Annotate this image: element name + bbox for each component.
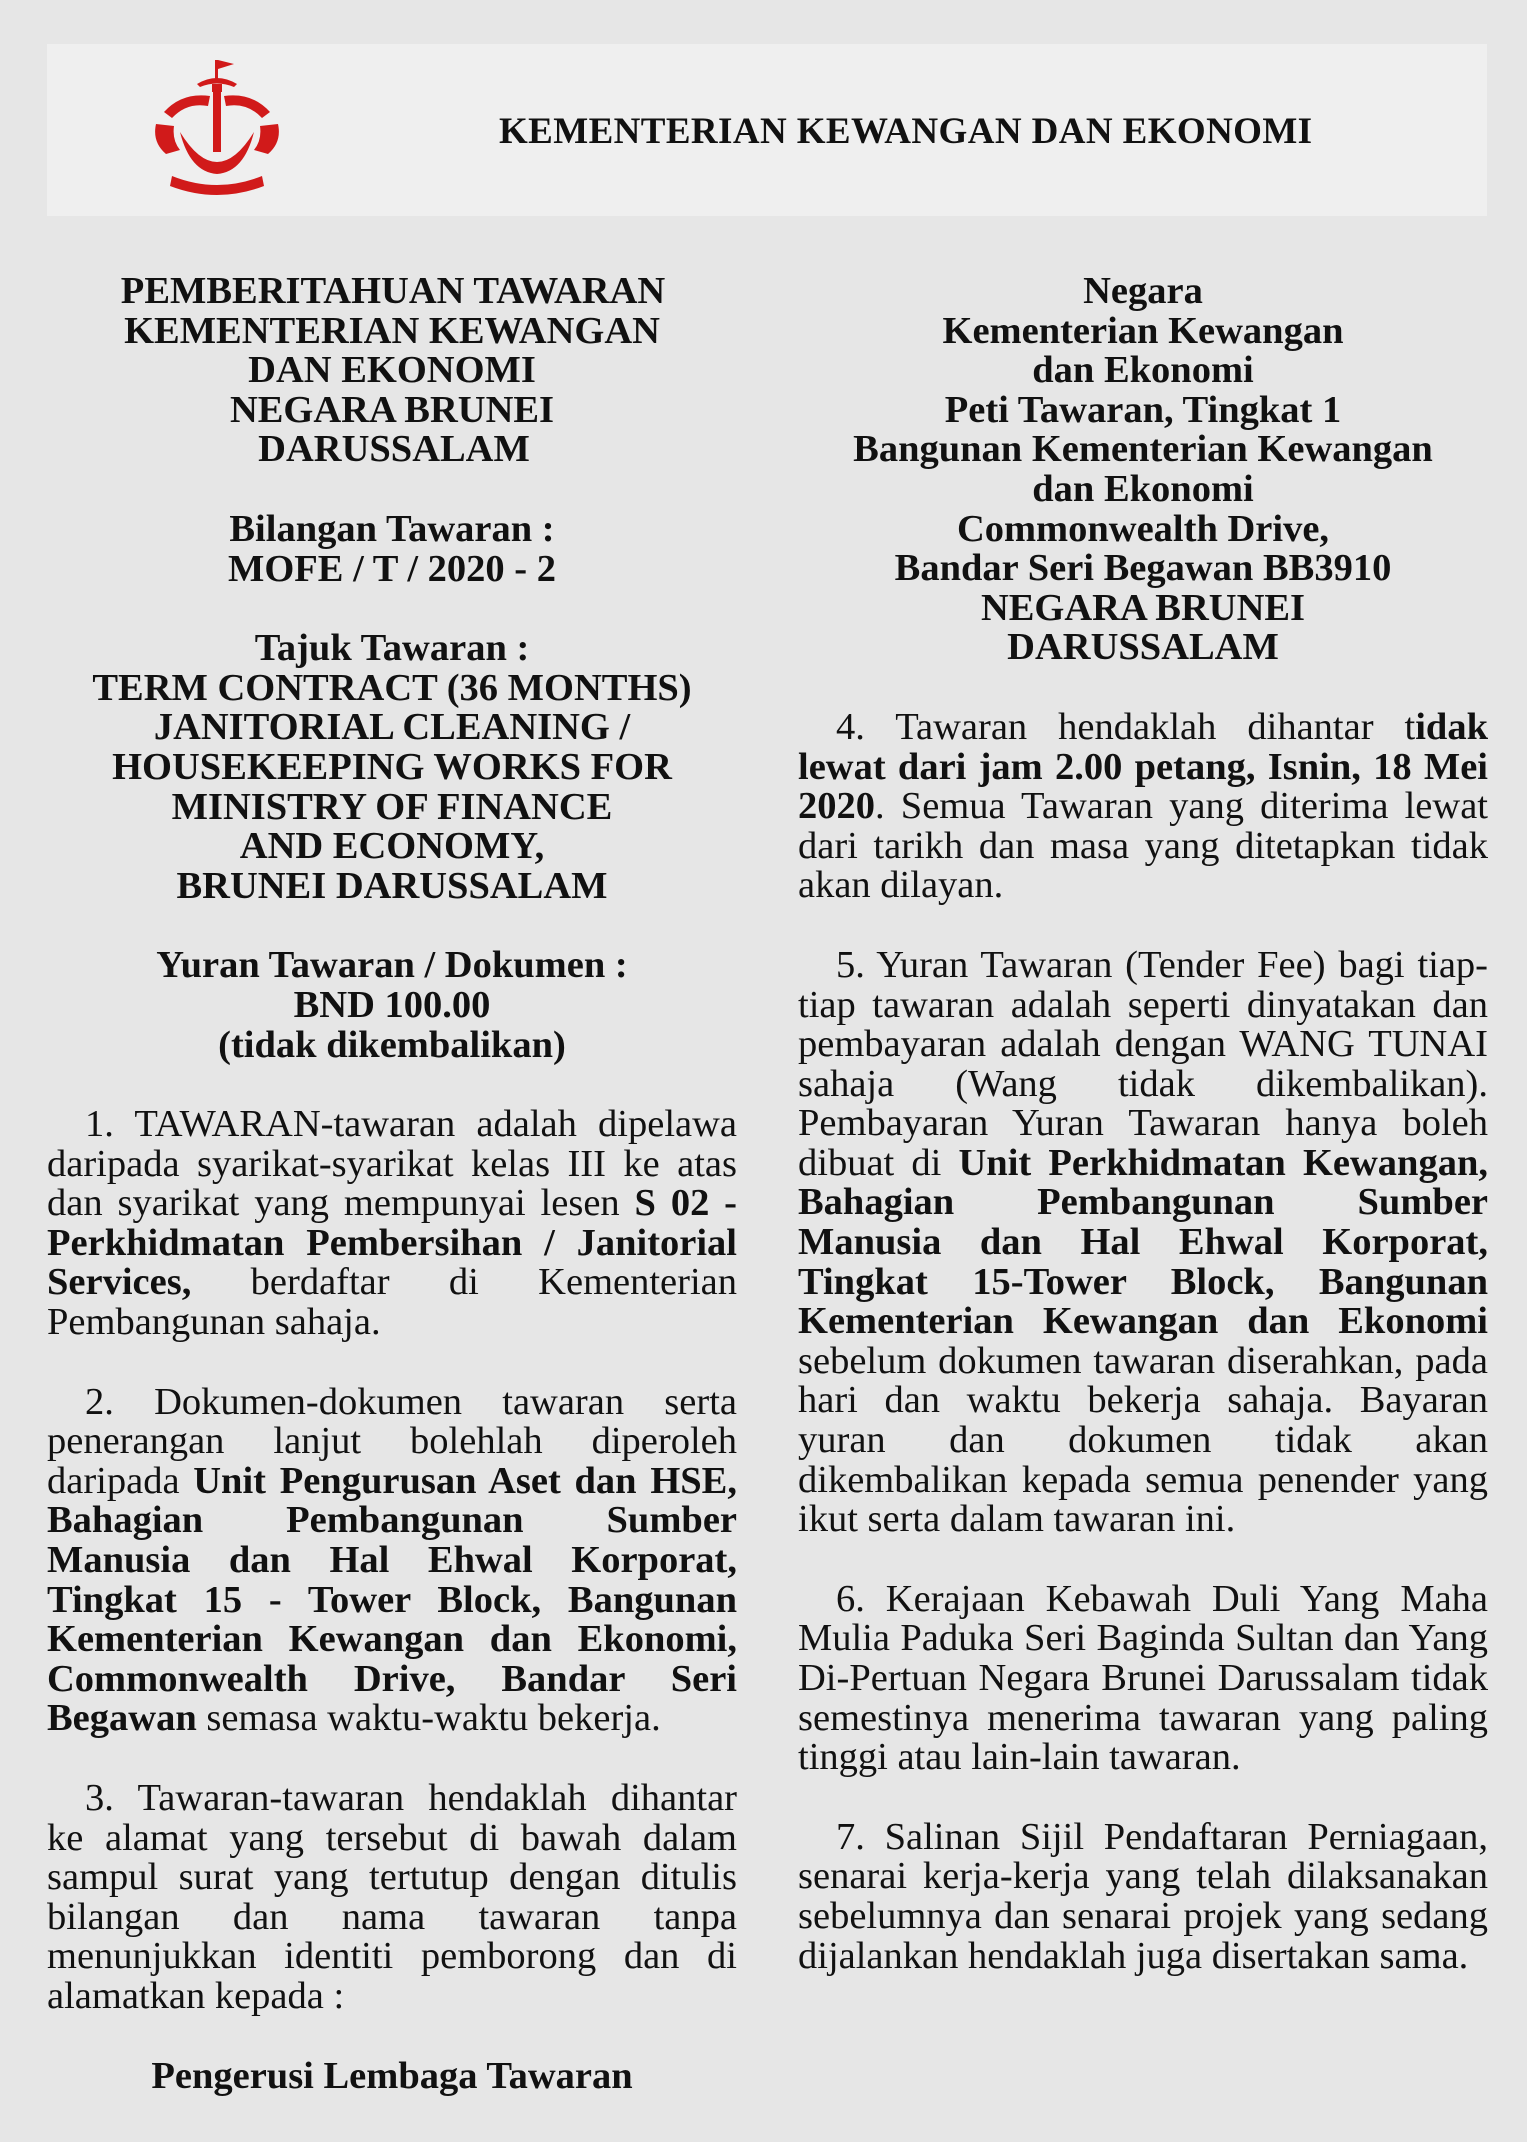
paragraph-3: 3. Tawaran-tawaran hendaklah dihantar ke alamat yang tersebut di bawah dalam sampul surat yang tertutup dengan ditulis bilangan dan nama tawaran tanpa menunjukkan identiti pemborong dan di alamatkan kepada :	[47, 1777, 737, 2017]
ministry-header	[47, 44, 1487, 216]
address-block: Negara Kementerian Kewangan dan Ekonomi Peti Tawaran, Tingkat 1 Bangunan Kementerian Kewangan dan Ekonomi Commonwealth Drive, Bandar Seri Begawan BB3910 NEGARA BRUNEI DARUSSALAM	[853, 270, 1433, 669]
tender-number-block: Bilangan Tawaran : MOFE / T / 2020 - 2	[47, 510, 737, 589]
paragraph-6: 6. Kerajaan Kebawah Duli Yang Maha Mulia Paduka Seri Baginda Sultan dan Yang Di-Pertuan Negara Brunei Darussalam tidak semestinya menerima tawaran yang paling tinggi atau lain-lain tawaran.	[798, 1577, 1488, 1779]
brunei-crest-icon	[142, 54, 292, 204]
right-column	[798, 272, 1488, 1976]
fee-block: Yuran Tawaran / Dokumen : BND 100.00 (tidak dikembalikan)	[156, 944, 628, 1066]
tender-title-block: Tajuk Tawaran : TERM CONTRACT (36 MONTHS) JANITORIAL CLEANING / HOUSEKEEPING WORKS FOR MINISTRY OF FINANCE AND ECONOMY, BRUNEI DARUSSALAM	[92, 627, 692, 907]
paragraph-7: 7. Salinan Sijil Pendaftaran Perniagaan, senarai kerja-kerja yang telah dilaksanakan sebelumnya dan senarai projek yang sedang dijalankan hendaklah juga disertakan sama.	[798, 1815, 1488, 1977]
paragraph-5: 5. Yuran Tawaran (Tender Fee) bagi tiap-tiap tawaran adalah seperti dinyatakan dan pembayaran adalah dengan WANG TUNAI sahaja (Wang tidak dikembalikan). Pembayaran Yuran Tawaran hanya boleh dibuat di Unit Perkhidmatan Kewangan, Bahagian Pembangunan Sumber Manusia dan Hal Ehwal Korporat, Tingkat 15-Tower Block, Bangunan Kementerian Kewangan dan Ekonomi sebelum dokumen tawaran diserahkan, pada hari dan waktu bekerja sahaja. Bayaran yuran dan dokumen tidak akan dikembalikan kepada semua penender yang ikut serta dalam tawaran ini.	[798, 943, 1488, 1541]
paragraph-1: 1. TAWARAN-tawaran adalah dipelawa daripada syarikat-syarikat kelas III ke atas dan syarikat yang mempunyai lesen S 02 - Perkhidmatan Pembersihan / Janitorial Services, berdaftar di Kementerian Pembangunan sahaja.	[47, 1103, 738, 1344]
left-column	[47, 272, 737, 2096]
paragraph-2: 2. Dokumen-dokumen tawaran serta penerangan lanjut bolehlah diperoleh daripada Unit Pengurusan Aset dan HSE, Bahagian Pembangunan Sumber Manusia dan Hal Ehwal Korporat, Tingkat 15 - Tower Block, Bangunan Kementerian Kewangan dan Ekonomi, Commonwealth Drive, Bandar Seri Begawan semasa waktu-waktu bekerja.	[47, 1380, 737, 1740]
notice-title: PEMBERITAHUAN TAWARAN KEMENTERIAN KEWANGAN DAN EKONOMI NEGARA BRUNEI DARUSSALAM	[120, 270, 666, 471]
paragraph-4: 4. Tawaran hendaklah dihantar tidak lewat dari jam 2.00 petang, Isnin, 18 Mei 2020. Semua Tawaran yang diterima lewat dari tarikh dan masa yang ditetapkan tidak akan dilayan.	[798, 705, 1488, 907]
tender-number: MOFE / T / 2020 - 2	[228, 547, 556, 590]
ministry-name: KEMENTERIAN KEWANGAN DAN EKONOMI	[499, 111, 1313, 152]
address-first-line: Pengerusi Lembaga Tawaran	[151, 2054, 633, 2097]
